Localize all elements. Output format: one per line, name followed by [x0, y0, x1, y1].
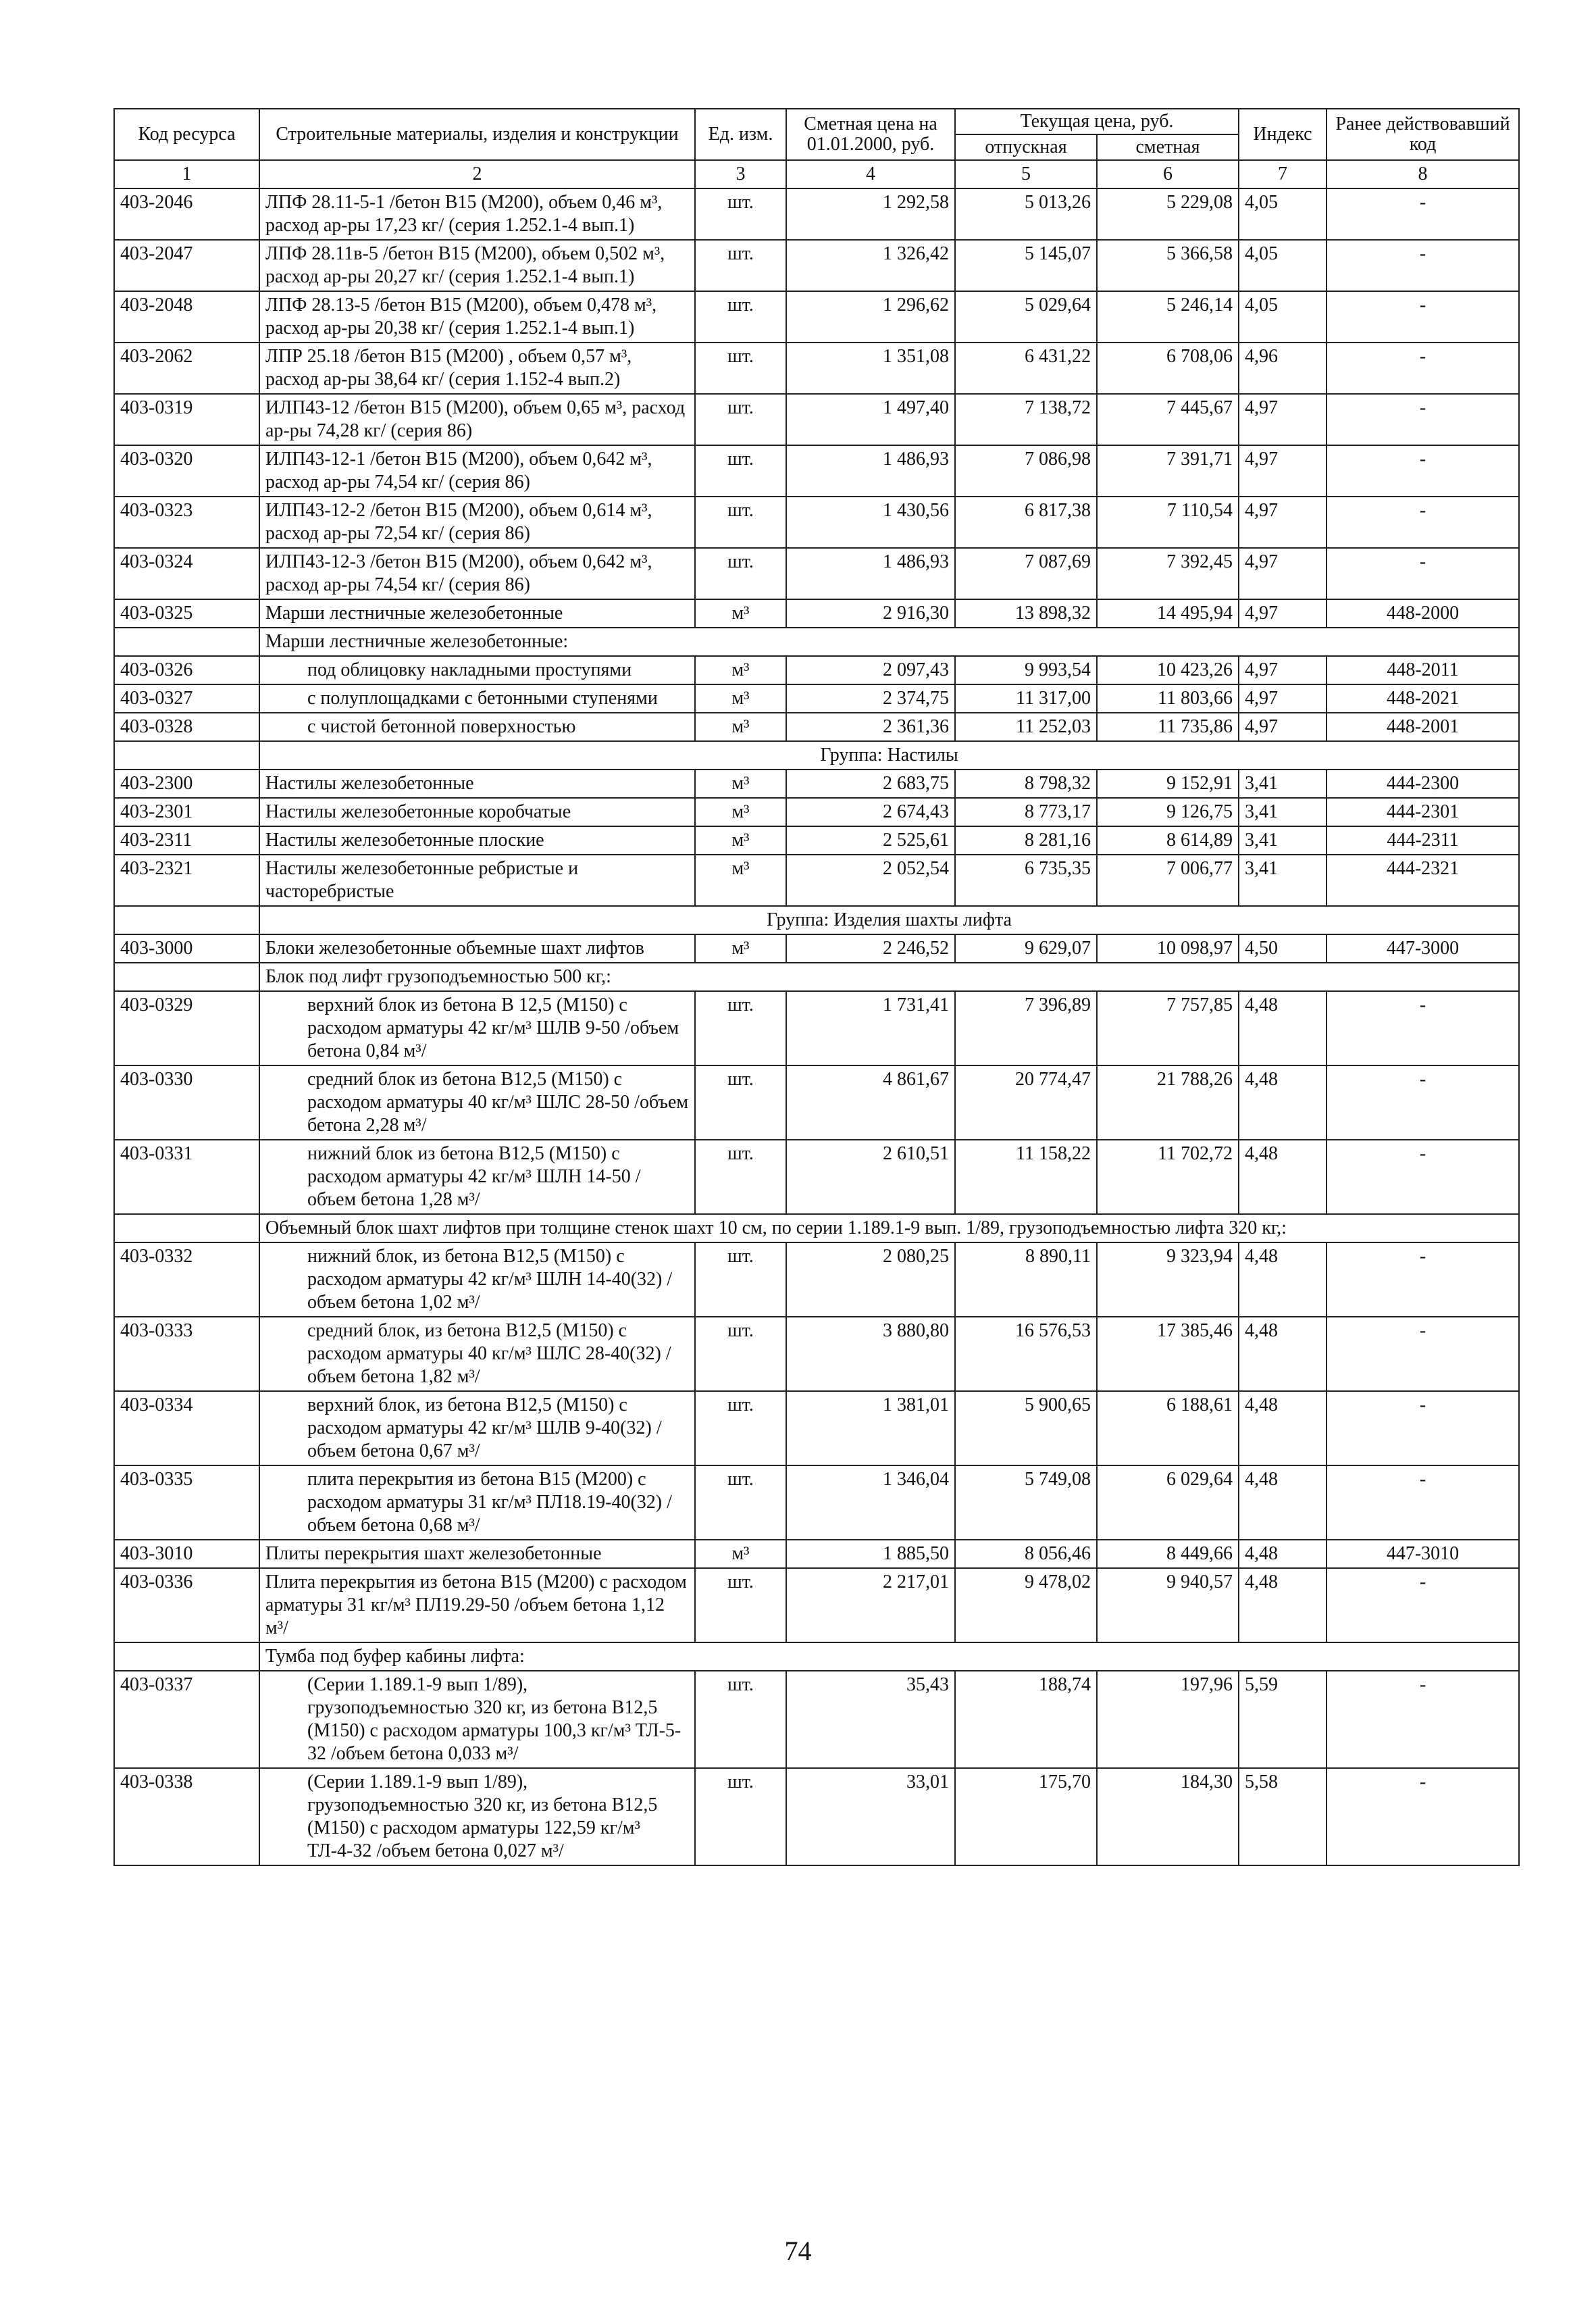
index-cell: 4,97: [1239, 684, 1327, 713]
prev-code-cell: 448-2021: [1327, 684, 1519, 713]
resource-code-cell: 403-0337: [114, 1671, 259, 1768]
estimate-price-cell: 5 246,14: [1097, 291, 1239, 343]
prev-code-cell: -: [1327, 291, 1519, 343]
group-heading-row: [114, 741, 1519, 770]
table-row: [114, 713, 1519, 741]
column-number-row: [114, 160, 1519, 188]
group-heading-row: [114, 906, 1519, 934]
release-price-cell: 7 086,98: [955, 445, 1097, 497]
base-price-cell: 1 292,58: [786, 188, 955, 240]
prev-code-cell: 444-2311: [1327, 826, 1519, 855]
prev-code-cell: -: [1327, 1065, 1519, 1140]
header-estimate: сметная: [1097, 134, 1239, 160]
column-number: 8: [1327, 160, 1519, 188]
prev-code-cell: 444-2321: [1327, 855, 1519, 906]
resource-code-cell: 403-0329: [114, 991, 259, 1065]
estimate-price-cell: 197,96: [1097, 1671, 1239, 1768]
index-cell: 4,97: [1239, 497, 1327, 548]
material-name-cell: Настилы железобетонные коробчатые: [259, 798, 695, 826]
base-price-cell: 2 916,30: [786, 599, 955, 628]
base-price-cell: 4 861,67: [786, 1065, 955, 1140]
base-price-cell: 2 674,43: [786, 798, 955, 826]
base-price-cell: 3 880,80: [786, 1317, 955, 1391]
unit-cell: шт.: [695, 240, 786, 291]
price-table: [113, 108, 1520, 1866]
table-row: [114, 497, 1519, 548]
unit-cell: м³: [695, 934, 786, 963]
estimate-price-cell: 7 006,77: [1097, 855, 1239, 906]
resource-code-cell: 403-0324: [114, 548, 259, 599]
column-number: 4: [786, 160, 955, 188]
base-price-cell: 2 374,75: [786, 684, 955, 713]
release-price-cell: 7 138,72: [955, 394, 1097, 445]
estimate-price-cell: 6 029,64: [1097, 1465, 1239, 1540]
base-price-cell: 1 497,40: [786, 394, 955, 445]
unit-cell: шт.: [695, 1242, 786, 1317]
material-name-cell: ИЛП43-12-3 /бетон В15 (М200), объем 0,642 м³, расход ар-ры 74,54 кг/ (серия 86): [259, 548, 695, 599]
index-cell: 5,59: [1239, 1671, 1327, 1768]
resource-code-cell: 403-0335: [114, 1465, 259, 1540]
prev-code-cell: 447-3010: [1327, 1540, 1519, 1568]
estimate-price-cell: 14 495,94: [1097, 599, 1239, 628]
prev-code-cell: -: [1327, 1242, 1519, 1317]
material-name-cell: Блоки железобетонные объемные шахт лифтов: [259, 934, 695, 963]
table-row: [114, 934, 1519, 963]
estimate-price-cell: 11 803,66: [1097, 684, 1239, 713]
release-price-cell: 188,74: [955, 1671, 1097, 1768]
material-name-cell: Марши лестничные железобетонные: [259, 599, 695, 628]
unit-cell: м³: [695, 684, 786, 713]
material-name-cell: ЛПФ 28.13-5 /бетон В15 (М200), объем 0,478 м³, расход ар-ры 20,38 кг/ (серия 1.252.1-4 вып.1): [259, 291, 695, 343]
estimate-price-cell: 11 702,72: [1097, 1140, 1239, 1214]
material-name-cell: верхний блок из бетона В 12,5 (М150) с расходом арматуры 42 кг/м³ ШЛВ 9-50 /объем бетона 0,84 м³/: [259, 991, 695, 1065]
material-name-cell: ЛПФ 28.11-5-1 /бетон В15 (М200), объем 0,46 м³, расход ар-ры 17,23 кг/ (серия 1.252.1-4 вып.1): [259, 188, 695, 240]
section-subheading: Тумба под буфер кабины лифта:: [259, 1642, 1519, 1671]
estimate-price-cell: 9 323,94: [1097, 1242, 1239, 1317]
prev-code-cell: -: [1327, 343, 1519, 394]
table-row: [114, 991, 1519, 1065]
index-cell: 4,05: [1239, 240, 1327, 291]
resource-code-cell: 403-0331: [114, 1140, 259, 1214]
material-name-cell: (Серии 1.189.1-9 вып 1/89), грузоподъемностью 320 кг, из бетона В12,5 (М150) с расходом арматуры 122,59 кг/м³ ТЛ-4-32 /объем бетона 0,027 м³/: [259, 1768, 695, 1865]
index-cell: 4,48: [1239, 1140, 1327, 1214]
resource-code-cell: 403-2321: [114, 855, 259, 906]
index-cell: 3,41: [1239, 770, 1327, 798]
material-name-cell: Настилы железобетонные ребристые и часторебристые: [259, 855, 695, 906]
release-price-cell: 5 145,07: [955, 240, 1097, 291]
base-price-cell: 2 610,51: [786, 1140, 955, 1214]
resource-code-cell: 403-2062: [114, 343, 259, 394]
subheading-row: [114, 628, 1519, 656]
unit-cell: м³: [695, 656, 786, 684]
group-heading: Группа: Изделия шахты лифта: [259, 906, 1519, 934]
unit-cell: шт.: [695, 291, 786, 343]
prev-code-cell: 447-3000: [1327, 934, 1519, 963]
table-row: [114, 684, 1519, 713]
estimate-price-cell: 6 188,61: [1097, 1391, 1239, 1465]
header-name: Строительные материалы, изделия и конструкции: [259, 109, 695, 160]
empty-cell: [114, 1214, 259, 1242]
table-row: [114, 1317, 1519, 1391]
header-unit: Ед. изм.: [695, 109, 786, 160]
base-price-cell: 2 052,54: [786, 855, 955, 906]
index-cell: 4,97: [1239, 713, 1327, 741]
release-price-cell: 5 900,65: [955, 1391, 1097, 1465]
base-price-cell: 35,43: [786, 1671, 955, 1768]
estimate-price-cell: 7 110,54: [1097, 497, 1239, 548]
prev-code-cell: -: [1327, 991, 1519, 1065]
base-price-cell: 33,01: [786, 1768, 955, 1865]
index-cell: 3,41: [1239, 855, 1327, 906]
prev-code-cell: -: [1327, 445, 1519, 497]
table-body: [114, 188, 1519, 1865]
prev-code-cell: 444-2301: [1327, 798, 1519, 826]
resource-code-cell: 403-2301: [114, 798, 259, 826]
material-name-cell: Плиты перекрытия шахт железобетонные: [259, 1540, 695, 1568]
subheading-row: [114, 1642, 1519, 1671]
empty-cell: [114, 741, 259, 770]
resource-code-cell: 403-0333: [114, 1317, 259, 1391]
table-row: [114, 770, 1519, 798]
index-cell: 4,96: [1239, 343, 1327, 394]
header-index: Индекс: [1239, 109, 1327, 160]
estimate-price-cell: 8 614,89: [1097, 826, 1239, 855]
material-name-cell: ЛПФ 28.11в-5 /бетон В15 (М200), объем 0,502 м³, расход ар-ры 20,27 кг/ (серия 1.252.1-4 вып.1): [259, 240, 695, 291]
release-price-cell: 8 798,32: [955, 770, 1097, 798]
prev-code-cell: -: [1327, 240, 1519, 291]
unit-cell: шт.: [695, 1568, 786, 1642]
resource-code-cell: 403-0326: [114, 656, 259, 684]
unit-cell: шт.: [695, 1391, 786, 1465]
unit-cell: шт.: [695, 1671, 786, 1768]
release-price-cell: 5 749,08: [955, 1465, 1097, 1540]
prev-code-cell: -: [1327, 548, 1519, 599]
unit-cell: шт.: [695, 1065, 786, 1140]
prev-code-cell: -: [1327, 394, 1519, 445]
unit-cell: м³: [695, 713, 786, 741]
resource-code-cell: 403-0330: [114, 1065, 259, 1140]
table-row: [114, 1671, 1519, 1768]
unit-cell: шт.: [695, 1317, 786, 1391]
group-heading: Группа: Настилы: [259, 741, 1519, 770]
base-price-cell: 2 246,52: [786, 934, 955, 963]
unit-cell: шт.: [695, 445, 786, 497]
table-row: [114, 1391, 1519, 1465]
resource-code-cell: 403-2048: [114, 291, 259, 343]
resource-code-cell: 403-2311: [114, 826, 259, 855]
base-price-cell: 2 097,43: [786, 656, 955, 684]
header-base-price: Сметная цена на 01.01.2000, руб.: [786, 109, 955, 160]
table-row: [114, 291, 1519, 343]
resource-code-cell: 403-3010: [114, 1540, 259, 1568]
header-current-price: Текущая цена, руб.: [955, 109, 1239, 134]
release-price-cell: 11 158,22: [955, 1140, 1097, 1214]
estimate-price-cell: 7 391,71: [1097, 445, 1239, 497]
base-price-cell: 2 525,61: [786, 826, 955, 855]
material-name-cell: нижний блок, из бетона В12,5 (М150) с расходом арматуры 42 кг/м³ ШЛН 14-40(32) /объем бетона 1,02 м³/: [259, 1242, 695, 1317]
empty-cell: [114, 963, 259, 991]
header-release: отпускная: [955, 134, 1097, 160]
unit-cell: м³: [695, 826, 786, 855]
index-cell: 4,50: [1239, 934, 1327, 963]
index-cell: 4,48: [1239, 1540, 1327, 1568]
section-subheading: Блок под лифт грузоподъемностью 500 кг,:: [259, 963, 1519, 991]
prev-code-cell: -: [1327, 1317, 1519, 1391]
estimate-price-cell: 7 757,85: [1097, 991, 1239, 1065]
table-row: [114, 1242, 1519, 1317]
resource-code-cell: 403-0319: [114, 394, 259, 445]
estimate-price-cell: 9 940,57: [1097, 1568, 1239, 1642]
release-price-cell: 20 774,47: [955, 1065, 1097, 1140]
release-price-cell: 16 576,53: [955, 1317, 1097, 1391]
column-number: 2: [259, 160, 695, 188]
base-price-cell: 1 326,42: [786, 240, 955, 291]
release-price-cell: 8 773,17: [955, 798, 1097, 826]
index-cell: 4,97: [1239, 394, 1327, 445]
material-name-cell: Настилы железобетонные плоские: [259, 826, 695, 855]
material-name-cell: плита перекрытия из бетона В15 (М200) с расходом арматуры 31 кг/м³ ПЛ18.19-40(32) /объем бетона 0,68 м³/: [259, 1465, 695, 1540]
estimate-price-cell: 11 735,86: [1097, 713, 1239, 741]
estimate-price-cell: 10 423,26: [1097, 656, 1239, 684]
material-name-cell: ИЛП43-12-2 /бетон В15 (М200), объем 0,614 м³, расход ар-ры 72,54 кг/ (серия 86): [259, 497, 695, 548]
release-price-cell: 11 252,03: [955, 713, 1097, 741]
release-price-cell: 9 478,02: [955, 1568, 1097, 1642]
table-row: [114, 1568, 1519, 1642]
prev-code-cell: 448-2000: [1327, 599, 1519, 628]
table-row: [114, 343, 1519, 394]
material-name-cell: с чистой бетонной поверхностью: [259, 713, 695, 741]
header-code: Код ресурса: [114, 109, 259, 160]
index-cell: 4,97: [1239, 656, 1327, 684]
release-price-cell: 6 817,38: [955, 497, 1097, 548]
index-cell: 3,41: [1239, 798, 1327, 826]
prev-code-cell: -: [1327, 1391, 1519, 1465]
estimate-price-cell: 21 788,26: [1097, 1065, 1239, 1140]
resource-code-cell: 403-0338: [114, 1768, 259, 1865]
table-row: [114, 826, 1519, 855]
release-price-cell: 7 087,69: [955, 548, 1097, 599]
index-cell: 4,05: [1239, 291, 1327, 343]
base-price-cell: 1 296,62: [786, 291, 955, 343]
estimate-price-cell: 5 229,08: [1097, 188, 1239, 240]
header-row: [114, 109, 1519, 134]
column-number: 6: [1097, 160, 1239, 188]
estimate-price-cell: 10 098,97: [1097, 934, 1239, 963]
header-prev-code: Ранее действовавший код: [1327, 109, 1519, 160]
material-name-cell: ИЛП43-12 /бетон В15 (М200), объем 0,65 м³, расход ар-ры 74,28 кг/ (серия 86): [259, 394, 695, 445]
table-row: [114, 798, 1519, 826]
unit-cell: шт.: [695, 548, 786, 599]
unit-cell: м³: [695, 599, 786, 628]
table-row: [114, 1540, 1519, 1568]
index-cell: 4,97: [1239, 548, 1327, 599]
estimate-price-cell: 7 445,67: [1097, 394, 1239, 445]
material-name-cell: средний блок из бетона В12,5 (М150) с расходом арматуры 40 кг/м³ ШЛС 28-50 /объем бетона 2,28 м³/: [259, 1065, 695, 1140]
estimate-price-cell: 5 366,58: [1097, 240, 1239, 291]
prev-code-cell: -: [1327, 1768, 1519, 1865]
base-price-cell: 1 486,93: [786, 548, 955, 599]
material-name-cell: (Серии 1.189.1-9 вып 1/89), грузоподъемностью 320 кг, из бетона В12,5 (М150) с расходом арматуры 100,3 кг/м³ ТЛ-5-32 /объем бетона 0,033 м³/: [259, 1671, 695, 1768]
estimate-price-cell: 184,30: [1097, 1768, 1239, 1865]
material-name-cell: средний блок, из бетона В12,5 (М150) с расходом арматуры 40 кг/м³ ШЛС 28-40(32) /объем бетона 1,82 м³/: [259, 1317, 695, 1391]
release-price-cell: 11 317,00: [955, 684, 1097, 713]
table-row: [114, 599, 1519, 628]
resource-code-cell: 403-0328: [114, 713, 259, 741]
material-name-cell: ЛПР 25.18 /бетон В15 (М200) , объем 0,57 м³, расход ар-ры 38,64 кг/ (серия 1.152-4 вып.2): [259, 343, 695, 394]
resource-code-cell: 403-0323: [114, 497, 259, 548]
estimate-price-cell: 8 449,66: [1097, 1540, 1239, 1568]
unit-cell: шт.: [695, 1140, 786, 1214]
estimate-price-cell: 17 385,46: [1097, 1317, 1239, 1391]
resource-code-cell: 403-0332: [114, 1242, 259, 1317]
resource-code-cell: 403-0336: [114, 1568, 259, 1642]
release-price-cell: 13 898,32: [955, 599, 1097, 628]
index-cell: 4,48: [1239, 1465, 1327, 1540]
unit-cell: м³: [695, 855, 786, 906]
column-number: 5: [955, 160, 1097, 188]
section-subheading: Марши лестничные железобетонные:: [259, 628, 1519, 656]
index-cell: 4,48: [1239, 1568, 1327, 1642]
resource-code-cell: 403-2046: [114, 188, 259, 240]
prev-code-cell: -: [1327, 497, 1519, 548]
index-cell: 4,48: [1239, 991, 1327, 1065]
unit-cell: м³: [695, 1540, 786, 1568]
resource-code-cell: 403-3000: [114, 934, 259, 963]
index-cell: 4,48: [1239, 1317, 1327, 1391]
base-price-cell: 1 430,56: [786, 497, 955, 548]
index-cell: 4,48: [1239, 1242, 1327, 1317]
unit-cell: шт.: [695, 497, 786, 548]
base-price-cell: 2 217,01: [786, 1568, 955, 1642]
material-name-cell: Настилы железобетонные: [259, 770, 695, 798]
resource-code-cell: 403-2300: [114, 770, 259, 798]
unit-cell: шт.: [695, 1768, 786, 1865]
index-cell: 4,48: [1239, 1065, 1327, 1140]
page-number: 74: [784, 2236, 812, 2266]
resource-code-cell: 403-2047: [114, 240, 259, 291]
release-price-cell: 9 993,54: [955, 656, 1097, 684]
section-subheading: Объемный блок шахт лифтов при толщине стенок шахт 10 см, по серии 1.189.1-9 вып. 1/89, грузоподъемностью лифта 320 кг,:: [259, 1214, 1519, 1242]
material-name-cell: Плита перекрытия из бетона В15 (М200) с расходом арматуры 31 кг/м³ ПЛ19.29-50 /объем бетона 1,12 м³/: [259, 1568, 695, 1642]
resource-code-cell: 403-0327: [114, 684, 259, 713]
base-price-cell: 2 683,75: [786, 770, 955, 798]
table-row: [114, 1768, 1519, 1865]
prev-code-cell: -: [1327, 1568, 1519, 1642]
table-row: [114, 656, 1519, 684]
index-cell: 4,97: [1239, 445, 1327, 497]
release-price-cell: 7 396,89: [955, 991, 1097, 1065]
material-name-cell: верхний блок, из бетона В12,5 (М150) с расходом арматуры 42 кг/м³ ШЛВ 9-40(32) /объем бетона 0,67 м³/: [259, 1391, 695, 1465]
table-row: [114, 1140, 1519, 1214]
release-price-cell: 6 431,22: [955, 343, 1097, 394]
base-price-cell: 1 381,01: [786, 1391, 955, 1465]
unit-cell: шт.: [695, 343, 786, 394]
index-cell: 4,48: [1239, 1391, 1327, 1465]
resource-code-cell: 403-0320: [114, 445, 259, 497]
estimate-price-cell: 9 126,75: [1097, 798, 1239, 826]
estimate-price-cell: 9 152,91: [1097, 770, 1239, 798]
resource-code-cell: 403-0334: [114, 1391, 259, 1465]
unit-cell: шт.: [695, 1465, 786, 1540]
table-row: [114, 855, 1519, 906]
release-price-cell: 175,70: [955, 1768, 1097, 1865]
release-price-cell: 9 629,07: [955, 934, 1097, 963]
empty-cell: [114, 628, 259, 656]
prev-code-cell: -: [1327, 188, 1519, 240]
base-price-cell: 1 486,93: [786, 445, 955, 497]
unit-cell: шт.: [695, 991, 786, 1065]
table-row: [114, 240, 1519, 291]
table-row: [114, 1465, 1519, 1540]
release-price-cell: 5 029,64: [955, 291, 1097, 343]
material-name-cell: под облицовку накладными проступями: [259, 656, 695, 684]
unit-cell: м³: [695, 798, 786, 826]
column-number: 3: [695, 160, 786, 188]
column-number: 1: [114, 160, 259, 188]
table-row: [114, 188, 1519, 240]
release-price-cell: 8 281,16: [955, 826, 1097, 855]
table-row: [114, 445, 1519, 497]
release-price-cell: 8 890,11: [955, 1242, 1097, 1317]
estimate-price-cell: 7 392,45: [1097, 548, 1239, 599]
index-cell: 4,97: [1239, 599, 1327, 628]
subheading-row: [114, 1214, 1519, 1242]
estimate-price-cell: 6 708,06: [1097, 343, 1239, 394]
resource-code-cell: 403-0325: [114, 599, 259, 628]
unit-cell: шт.: [695, 394, 786, 445]
index-cell: 5,58: [1239, 1768, 1327, 1865]
unit-cell: м³: [695, 770, 786, 798]
base-price-cell: 1 885,50: [786, 1540, 955, 1568]
table-row: [114, 394, 1519, 445]
material-name-cell: с полуплощадками с бетонными ступенями: [259, 684, 695, 713]
column-number: 7: [1239, 160, 1327, 188]
material-name-cell: ИЛП43-12-1 /бетон В15 (М200), объем 0,642 м³, расход ар-ры 74,54 кг/ (серия 86): [259, 445, 695, 497]
prev-code-cell: -: [1327, 1465, 1519, 1540]
material-name-cell: нижний блок из бетона В12,5 (М150) с расходом арматуры 42 кг/м³ ШЛН 14-50 /объем бетона 1,28 м³/: [259, 1140, 695, 1214]
index-cell: 3,41: [1239, 826, 1327, 855]
index-cell: 4,05: [1239, 188, 1327, 240]
base-price-cell: 1 346,04: [786, 1465, 955, 1540]
prev-code-cell: -: [1327, 1140, 1519, 1214]
table-row: [114, 548, 1519, 599]
base-price-cell: 1 351,08: [786, 343, 955, 394]
base-price-cell: 2 080,25: [786, 1242, 955, 1317]
prev-code-cell: -: [1327, 1671, 1519, 1768]
prev-code-cell: 444-2300: [1327, 770, 1519, 798]
prev-code-cell: 448-2011: [1327, 656, 1519, 684]
empty-cell: [114, 906, 259, 934]
table-row: [114, 1065, 1519, 1140]
prev-code-cell: 448-2001: [1327, 713, 1519, 741]
release-price-cell: 6 735,35: [955, 855, 1097, 906]
subheading-row: [114, 963, 1519, 991]
release-price-cell: 8 056,46: [955, 1540, 1097, 1568]
empty-cell: [114, 1642, 259, 1671]
base-price-cell: 1 731,41: [786, 991, 955, 1065]
release-price-cell: 5 013,26: [955, 188, 1097, 240]
unit-cell: шт.: [695, 188, 786, 240]
base-price-cell: 2 361,36: [786, 713, 955, 741]
